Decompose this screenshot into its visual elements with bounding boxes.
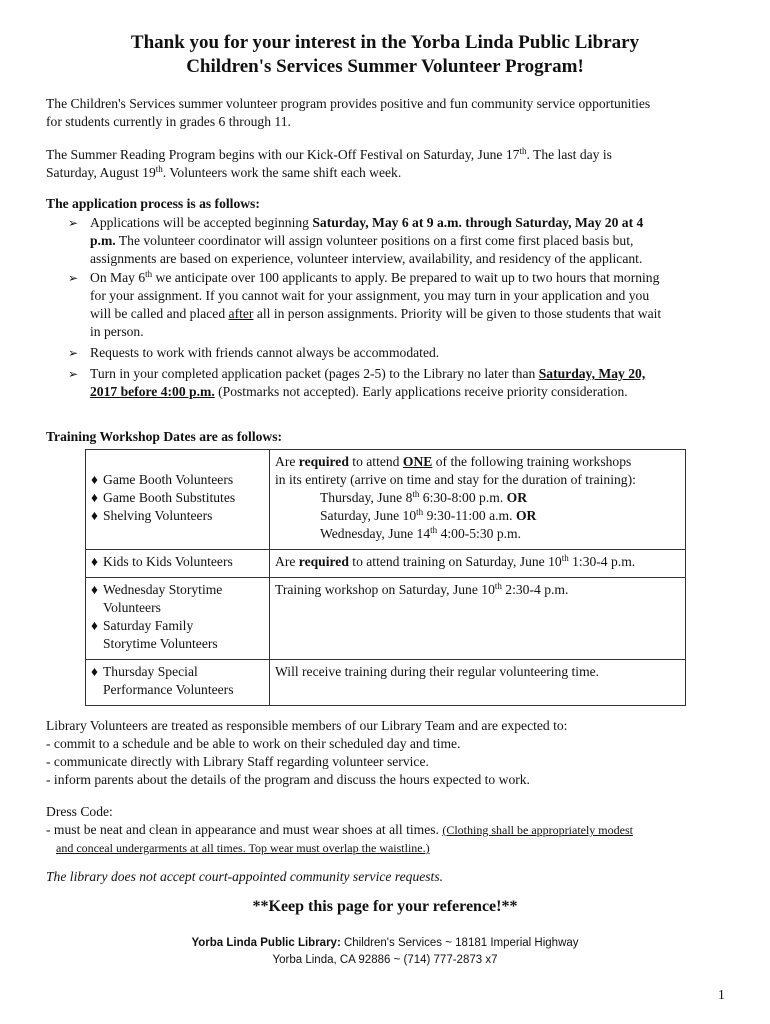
intro-line-1: The Children's Services summer volunteer program provides positive and fun community service opportunities: [46, 96, 651, 111]
page-title: [0, 31, 770, 79]
arrowhead-bullet-icon: ➢: [68, 216, 79, 230]
training-details-cell: Will receive training during their regular volunteering time.: [270, 660, 686, 706]
list-item: ➢ On May 6th we anticipate over 100 applicants to apply. Be prepared to wait up to two hours that morning for your assignment. If you cannot wait for your assignment, you may turn in your application and you will be called and placed after all in person assignments. Priority will be given to those students that wait in person.: [68, 269, 662, 339]
table-row: [86, 450, 686, 550]
training-details-cell: Are required to attend training on Saturday, June 10th 1:30-4 p.m.: [270, 550, 686, 578]
page-number: 1: [718, 987, 725, 1002]
summer-line-1: The Summer Reading Program begins with our Kick-Off Festival on Saturday, June 17th. The last day is: [46, 146, 612, 162]
arrowhead-bullet-icon: ➢: [68, 346, 79, 360]
table-row: [86, 578, 686, 660]
arrowhead-bullet-icon: ➢: [68, 271, 79, 285]
table-row: [86, 550, 686, 578]
expectations-section: [46, 717, 567, 789]
training-table: [85, 449, 686, 706]
training-details-cell: Training workshop on Saturday, June 10th 2:30-4 p.m.: [270, 578, 686, 660]
court-notice: The library does not accept court-appointed community service requests.: [46, 869, 444, 884]
intro-line-2: for students currently in grades 6 through 11.: [46, 114, 291, 129]
title-line-2: Children's Services Summer Volunteer Program!: [186, 56, 584, 77]
expectations-intro: Library Volunteers are treated as responsible members of our Library Team and are expected to:: [46, 718, 568, 733]
footer-line-1: Yorba Linda Public Library: Children's Services ~ 18181 Imperial Highway: [191, 937, 579, 949]
list-item: ➢ Requests to work with friends cannot always be accommodated.: [68, 345, 440, 360]
arrowhead-bullet-icon: ➢: [68, 367, 79, 381]
list-item: - commit to a schedule and be able to work on their scheduled day and time.: [46, 736, 461, 751]
summer-reading-paragraph: [46, 146, 612, 182]
roles-cell: ♦ Game Booth Volunteers ♦ Game Booth Substitutes ♦ Shelving Volunteers: [86, 450, 270, 550]
roles-cell: ♦ Wednesday Storytime Volunteers ♦ Saturday Family Storytime Volunteers: [86, 578, 270, 660]
diamond-icon: ♦: [91, 490, 98, 505]
training-heading: Training Workshop Dates are as follows:: [46, 429, 283, 444]
dress-code-line-1: - must be neat and clean in appearance and must wear shoes at all times. (Clothing shall be appropriately modest: [46, 822, 633, 837]
diamond-icon: ♦: [91, 554, 98, 569]
footer-line-2: Yorba Linda, CA 92886 ~ (714) 777-2873 x7: [272, 954, 498, 966]
summer-line-2: Saturday, August 19th. Volunteers work the same shift each week.: [46, 164, 402, 180]
diamond-icon: ♦: [91, 472, 98, 487]
process-list: [68, 214, 718, 401]
diamond-icon: ♦: [91, 508, 98, 523]
list-item: ➢ Applications will be accepted beginning Saturday, May 6 at 9 a.m. through Saturday, May 20 at 4 p.m. The volunteer coordinator will assign volunteer positions on a first come first placed basis but, assignments are based on experience, volunteer interview, availability, and residency of the applicant.: [68, 215, 644, 266]
intro-paragraph: [46, 95, 650, 131]
list-item: - communicate directly with Library Staff regarding volunteer service.: [46, 754, 429, 769]
keep-notice: **Keep this page for your reference!**: [252, 898, 518, 915]
roles-cell: ♦ Kids to Kids Volunteers: [86, 550, 270, 578]
dress-code-section: [46, 803, 633, 857]
dress-code-heading: Dress Code:: [46, 804, 113, 819]
diamond-icon: ♦: [91, 618, 98, 633]
diamond-icon: ♦: [91, 664, 98, 679]
table-row: [86, 660, 686, 706]
list-item: - inform parents about the details of the program and discuss the hours expected to work.: [46, 772, 530, 787]
footer-address: [0, 935, 770, 969]
training-details-cell: Are required to attend ONE of the following training workshops in its entirety (arrive on time and stay for the duration of training): Thursday, June 8th 6:30-8:00 p.m. OR Saturday, June 10th 9:30-11:00 a.m. OR Wednesday, June 14th 4:00-5:30 p.m.: [270, 450, 686, 550]
process-heading: The application process is as follows:: [46, 196, 260, 211]
title-line-1: Thank you for your interest in the Yorba Linda Public Library: [130, 32, 640, 53]
diamond-icon: ♦: [91, 582, 98, 597]
dress-code-line-2: and conceal undergarments at all times. Top wear must overlap the waistline.): [56, 841, 430, 855]
roles-cell: ♦ Thursday Special Performance Volunteers: [86, 660, 270, 706]
list-item: ➢ Turn in your completed application packet (pages 2-5) to the Library no later than Saturday, May 20, 2017 before 4:00 p.m. (Postmarks not accepted). Early applications receive priority consideration.: [68, 366, 646, 399]
